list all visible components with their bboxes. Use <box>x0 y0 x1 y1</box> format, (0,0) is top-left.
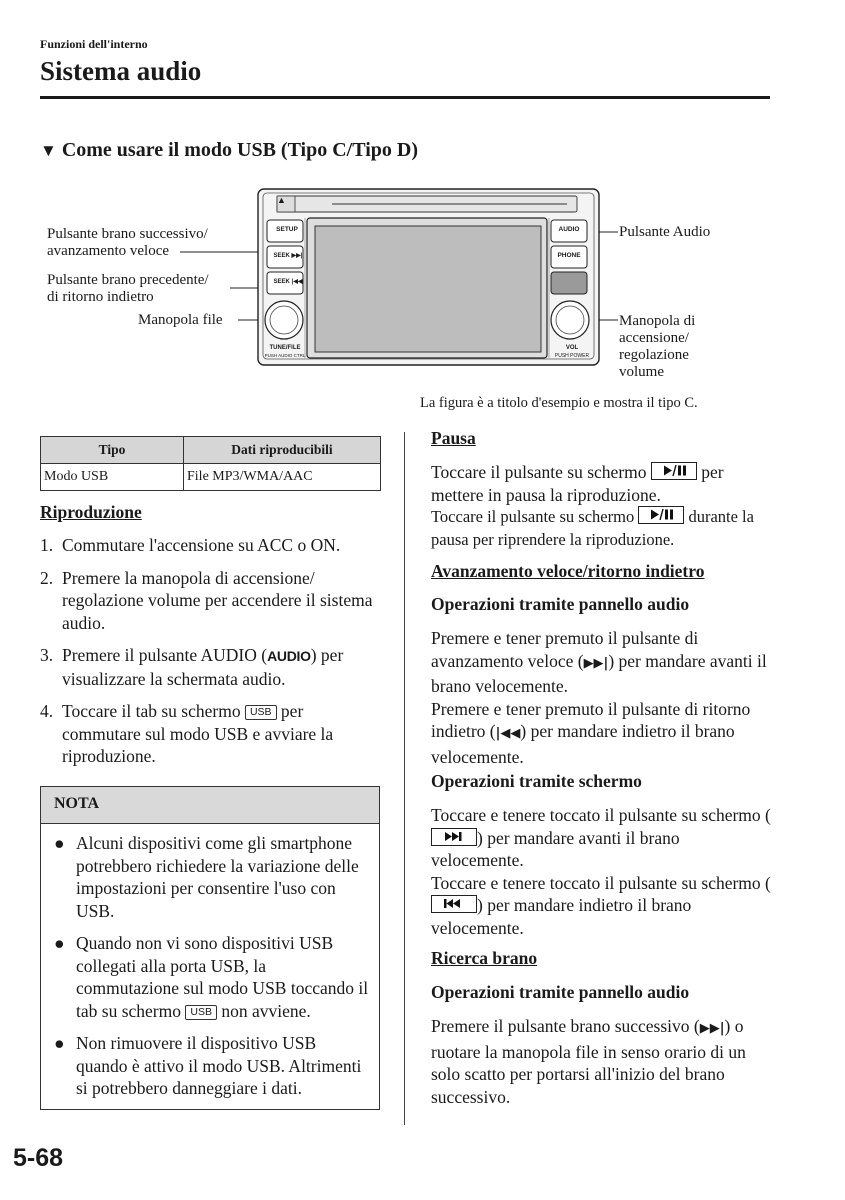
nota-heading: NOTA <box>54 795 100 812</box>
playable-data-table <box>40 436 381 491</box>
callout-prev-line2: di ritorno indietro <box>47 289 154 305</box>
avanzamento-panel-paragraph <box>431 627 771 768</box>
callout-next-line2: avanzamento veloce <box>47 243 170 259</box>
list-item <box>40 534 385 557</box>
ricerca-paragraph <box>431 1015 771 1108</box>
usb-tab-glyph: USB <box>185 1005 217 1020</box>
prev-track-icon <box>431 895 477 913</box>
page-title: Sistema audio <box>40 56 202 86</box>
bullet-icon: ● <box>54 833 65 853</box>
avanzamento-panel-heading: Operazioni tramite pannello audio <box>431 594 690 614</box>
avanzamento-screen-paragraph <box>431 804 771 939</box>
phone-button-label: PHONE <box>557 252 581 259</box>
setup-button-label: SETUP <box>276 226 298 233</box>
callout-power-line1: Manopola di <box>619 313 696 329</box>
callout-knob-file: Manopola file <box>138 312 223 328</box>
nota-header <box>41 787 379 824</box>
avanzamento-text: ) per mandare indietro il brano velocemente. <box>431 895 692 938</box>
pausa-text: Toccare il pulsante su schermo <box>431 462 647 482</box>
list-item <box>40 567 385 635</box>
riproduzione-heading: Riproduzione <box>40 502 142 522</box>
avanzamento-text: Toccare e tenere toccato il pulsante su schermo ( <box>431 872 771 893</box>
column-divider <box>404 432 405 1125</box>
nota-list <box>41 832 379 1110</box>
callout-power-line4: volume <box>619 364 664 380</box>
playback-steps-list <box>40 534 385 778</box>
nota-text: non avviene. <box>216 1000 311 1021</box>
ricerca-heading: Ricerca brano <box>431 948 538 968</box>
chapter-label: Funzioni dell'interno <box>40 37 148 51</box>
nota-box <box>40 786 380 1110</box>
pausa-text: per mettere in pausa la riproduzione. <box>431 462 724 505</box>
list-item <box>41 832 379 922</box>
next-track-icon: ▶▶| <box>699 1021 725 1036</box>
table-header-dati: Dati riproducibili <box>184 437 381 464</box>
seek-prev-button-label: SEEK |◀◀ <box>273 279 303 285</box>
avanzamento-text: Toccare e tenere toccato il pulsante su schermo ( <box>431 805 771 825</box>
pausa-paragraph-2 <box>431 506 771 551</box>
table-cell: Modo USB <box>41 464 184 491</box>
list-item <box>40 700 385 768</box>
callout-next-line1: Pulsante brano successivo/ <box>47 226 208 242</box>
avanzamento-screen-heading: Operazioni tramite schermo <box>431 771 642 791</box>
section-marker-icon: ▼ <box>40 141 57 160</box>
vol-label: VOL <box>565 345 579 351</box>
avanzamento-text: Premere e tener premuto il pulsante di ritorno indietro ( <box>431 698 751 741</box>
callout-audio-button: Pulsante Audio <box>619 224 711 240</box>
nota-text: Alcuni dispositivi come gli smartphone potrebbero richiedere la variazione delle impostazioni per consentire l'uso con USB. <box>76 833 359 921</box>
bullet-icon: ● <box>54 1033 65 1053</box>
push-audio-ctrl-label: PUSH AUDIO CTRL <box>264 353 306 358</box>
step-text: ) per visualizzare la schermata audio. <box>62 645 344 689</box>
audio-unit-illustration <box>257 188 600 366</box>
audio-key-glyph: AUDIO <box>267 648 311 664</box>
section-title-text: Come usare il modo USB (Tipo C/Tipo D) <box>61 139 418 161</box>
step-number: 2. <box>40 567 54 588</box>
page-number: 5-68 <box>13 1144 64 1172</box>
nota-text: Quando non vi sono dispositivi USB collegati alla porta USB, la commutazione sul modo USB toccando il tab su schermo <box>76 933 369 1021</box>
eject-icon: ▲ <box>277 195 286 205</box>
step-text: Premere la manopola di accensione/ regolazione volume per accendere il sistema audio. <box>62 567 373 633</box>
callout-power-line2: accensione/ <box>619 330 689 346</box>
tune-file-label: TUNE/FILE <box>269 345 301 351</box>
avanzamento-heading: Avanzamento veloce/ritorno indietro <box>431 561 705 581</box>
pausa-text: Toccare il pulsante su schermo <box>431 507 635 526</box>
nota-text: Non rimuovere il dispositivo USB quando è attivo il modo USB. Altrimenti si potrebbero danneggiare i dati. <box>76 1033 362 1098</box>
list-item <box>40 644 385 690</box>
step-text: per commutare sul modo USB e avviare la riproduzione. <box>62 701 334 766</box>
callout-prev-line1: Pulsante brano precedente/ <box>47 272 209 288</box>
seek-next-button-label: SEEK ▶▶| <box>273 253 303 259</box>
table-row <box>41 464 381 491</box>
table-cell: File MP3/WMA/AAC <box>184 464 381 491</box>
avanzamento-text: ) per mandare avanti il brano velocemente. <box>431 827 680 870</box>
usb-tab-glyph: USB <box>245 705 277 720</box>
pausa-text: durante la pausa per riprendere la riproduzione. <box>431 507 754 549</box>
prev-track-icon: |◀◀ <box>495 726 521 741</box>
push-power-label: PUSH POWER <box>554 353 590 359</box>
table-header-tipo: Tipo <box>41 437 184 464</box>
step-number: 4. <box>40 701 54 721</box>
list-item <box>41 932 379 1022</box>
avanzamento-text: ) per mandare indietro il brano velocemente. <box>431 721 735 767</box>
step-text: Commutare l'accensione su ACC o ON. <box>62 535 341 555</box>
ricerca-text: ) o ruotare la manopola file in senso orario di un solo scatto per portarsi all'inizio del brano successivo. <box>431 1016 746 1107</box>
next-track-icon: ▶▶| <box>583 655 609 671</box>
audio-button-label: AUDIO <box>558 226 580 233</box>
ricerca-text: Premere il pulsante brano successivo ( <box>431 1016 700 1036</box>
step-text: Toccare il tab su schermo <box>62 701 241 721</box>
play-pause-icon <box>651 462 697 480</box>
pausa-paragraph-1 <box>431 461 771 506</box>
step-number: 3. <box>40 645 54 665</box>
callout-power-line3: regolazione <box>619 347 689 363</box>
next-track-icon <box>431 828 477 846</box>
avanzamento-text: Premere e tener premuto il pulsante di avanzamento veloce ( <box>431 628 699 671</box>
figure-caption: La figura è a titolo d'esempio e mostra il tipo C. <box>420 395 698 411</box>
list-item <box>41 1032 379 1100</box>
play-pause-icon <box>638 506 684 524</box>
ricerca-panel-heading: Operazioni tramite pannello audio <box>431 982 690 1002</box>
bullet-icon: ● <box>54 933 65 953</box>
pausa-heading: Pausa <box>431 428 476 448</box>
avanzamento-text: ) per mandare avanti il brano velocemente. <box>431 650 767 696</box>
step-number: 1. <box>40 535 54 555</box>
table-header-row <box>41 437 381 464</box>
step-text: Premere il pulsante AUDIO ( <box>62 645 268 665</box>
